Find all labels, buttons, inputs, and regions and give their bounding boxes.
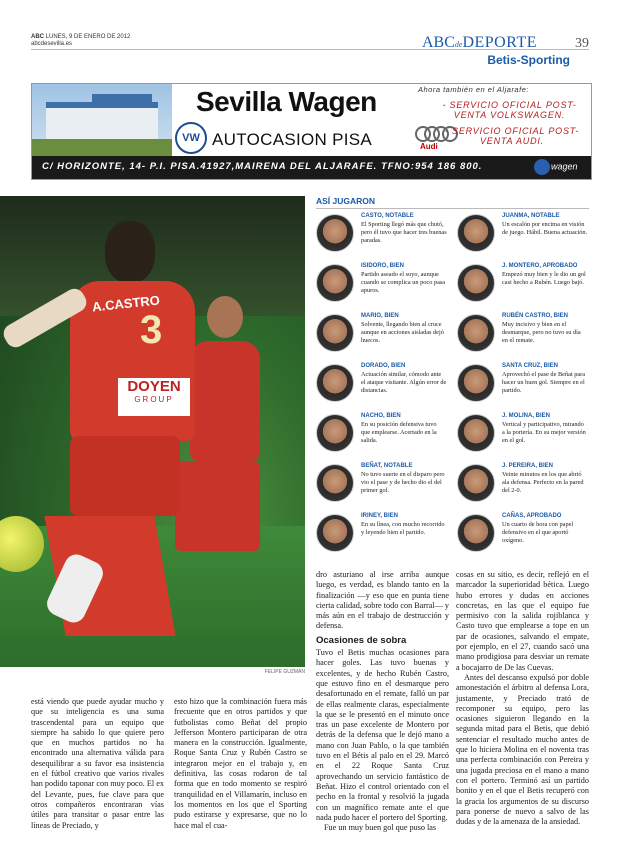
player-rating-name: ISIDORO, BIEN xyxy=(361,263,405,269)
player-rating-text: En su posición defensiva tuvo que emplearse. Acertado en la salida. xyxy=(361,421,437,444)
ratings-heading: ASÍ JUGARON xyxy=(316,196,376,206)
paper-name: ABC xyxy=(31,34,44,40)
player-portrait-icon xyxy=(316,464,354,502)
player-rating-text: Actuación similar, cómodo ante el ataque visitante. Algún error de distancias. xyxy=(361,371,447,394)
player-rating-text: Vertical y participativo, mirando a la portería. En su mejor versión en el gol. xyxy=(502,421,586,444)
player-rating-text: Aprovechó el pase de Beñat para hacer un buen gol. Siempre en el partido. xyxy=(502,371,586,394)
player-rating-name: RUBÉN CASTRO, BIEN xyxy=(502,313,569,319)
ad-subtitle: AUTOCASION PISA xyxy=(212,130,373,149)
jersey-number: 3 xyxy=(140,308,163,352)
audi-label: Audi xyxy=(420,142,438,151)
player-portrait-icon xyxy=(457,514,495,552)
wagen-logo-text: wagen xyxy=(551,161,578,172)
wagen-logo-icon xyxy=(534,159,550,175)
player-rating-text: Veinte minutos en los que abrió ala defensa. Perfecto en la pared del 2-0. xyxy=(502,471,584,494)
player-rating-name: J. MOLINA, BIEN xyxy=(502,413,551,419)
player-rating-text: Un cuarto de hora con papel defensivo en el que aportó oxígeno. xyxy=(502,521,574,544)
player-portrait-icon xyxy=(316,264,354,302)
player-rating-text: En su línea, con mucho recorrido y leyendo bien el partido. xyxy=(361,521,445,536)
jersey-sponsor xyxy=(118,378,190,416)
player-rating-name: J. PEREIRA, BIEN xyxy=(502,463,554,469)
dealership-building xyxy=(46,102,158,144)
player-rating-text: Solvente, llegando bien al cruce aunque en acciones aisladas dejó huecos. xyxy=(361,321,444,344)
article-column-2 xyxy=(174,697,307,831)
site-url: abcdesevilla.es xyxy=(31,41,73,47)
player-portrait-icon xyxy=(457,414,495,452)
player-portrait-icon xyxy=(457,464,495,502)
article-column-1 xyxy=(31,697,164,831)
sponsor-sub: GROUP xyxy=(134,395,174,404)
player-rating-text: Un escalón por encima en visión de juego. Hábil. Buena actuación. xyxy=(502,221,588,236)
background-player-head xyxy=(207,296,243,338)
player-rating-name: SANTA CRUZ, BIEN xyxy=(502,363,558,369)
article-subheading: Ocasiones de sobra xyxy=(316,634,407,646)
wagen-logo xyxy=(534,159,578,175)
article-paragraph: Fue un muy buen gol que puso las xyxy=(324,823,437,833)
section-brand xyxy=(422,34,537,52)
issue-date: LUNES, 9 DE ENERO DE 2012 xyxy=(45,34,131,40)
player-portrait-icon xyxy=(457,214,495,252)
brand-de: de xyxy=(454,40,463,49)
sponsor-name: DOYEN xyxy=(127,378,181,395)
ad-address: C/ HORIZONTE, 14- P.I. PISA.41927,MAIRENA DEL ALJARAFE. TFNO:954 186 800. xyxy=(42,161,483,172)
page-number: 39 xyxy=(575,36,589,51)
advertisement[interactable] xyxy=(31,83,592,180)
article-paragraph: está viendo que puede ayudar mucho y que su inteligencia es una suma trascendental para un equipo que siempre ha sabido lo que quiere pero que en muchos partidos no ha encontrado una alternativa válida para desequilibrar a su favor esa insistencia en el fútbol creativo que varios rivales han podido taponar con muy poco. El ex del Levante, pues, fue clave para que otros compañeros encontraran vías útiles para transitar o pasar entre las líneas de Preciado, y xyxy=(31,697,164,830)
article-paragraph: Tuvo el Betis muchas ocasiones para hacer goles. Las tuvo buenas y excelentes, y de hecho Rubén Castro, que estuvo fino en el desmarque pero desafortunado en el remate, falló un par de ellas realmente claras, especialmente la que se le presentó en el minuto once tras un pase excelente de Montero por detrás de la defensa que le dejó mano a mano con Juan Pablo, o la que también tuvo en el Bétis al palo en el 29. Marcó en el 22 Roque Santa Cruz aprovechando un servicio fantástico de Beñat. Hizo el control orientado con el pecho en la frontal y resolvió la jugada con un magnífico remate ante el que nada pudo hacer el portero del Sporting. xyxy=(316,648,449,822)
player-rating-text: El Sporting llegó más que chutó, pero él tuvo que hacer tres buenas paradas. xyxy=(361,221,447,244)
article-paragraph: esto hizo que la combinación fuera más frecuente que en otros partidos y que futbolistas como Beñat del propio Jefferson Montero participaran de otra manera en la construcción. Igualmente, Roque Santa Cruz y Rubén Castro se integraron mejor en el trabajo y, en definitiva, las cosas rodaron de tal forma que en todo momento se respiró tranquilidad en el Villamarín, incluso en los momentos en los que el Sporting pudo estirarse y expresarse, que no lo hace mal el cua- xyxy=(174,697,307,830)
article-column-4 xyxy=(456,570,589,827)
page-dateline xyxy=(31,34,130,48)
player-head xyxy=(105,221,155,283)
dealership-lawn xyxy=(32,139,172,156)
ad-title: Sevilla Wagen xyxy=(196,86,377,117)
article-paragraph: cosas en su sitio, es decir, reflejó en el marcador la superioridad bética. Luego hubo errores y dudas en acciones concretas, en las que el equipo fue permisivo con la salida rojiblanca y Casto tuvo que emplearse a tope en un par de ocasiones, salvando el empate, por ejemplo, en el 27, cuando sacó una mano prodigiosa para desviar un remate a bocajarro de De las Cuevas. xyxy=(456,570,589,672)
ad-service-vw: - SERVICIO OFICIAL POST-VENTA VOLKSWAGEN. xyxy=(442,100,577,120)
player-rating-name: CAÑAS, APROBADO xyxy=(502,513,562,519)
player-portrait-icon xyxy=(457,264,495,302)
ratings-rule xyxy=(316,208,589,209)
player-rating-name: BEÑAT, NOTABLE xyxy=(361,463,413,469)
article-paragraph: Antes del descanso expulsó por doble amonestación el árbitro al defensa Lora, justamente, y Preciado trató de recomponer su equipo, pero las ocasiones siguieron llegando en la segunda mitad para el Betis, que debió sentenciar el resultado mucho antes de que lo hiciera Molina en el noventa tras una perfecta combinación con Pereira y una jugada preciosa en el mano a mano con el portero. Terminó así un partido bonito y en el que el Betis recuperó con la gracia los argumentos de su discurso para ponerse de nuevo a salvo de las dudas y de la amenaza de la ansiedad. xyxy=(456,672,589,827)
player-rating-name: JUANMA, NOTABLE xyxy=(502,213,560,219)
player-rating-name: DORADO, BIEN xyxy=(361,363,406,369)
player-rating-text: No tuvo suerte en el disparo pero vio el pase y de hecho dio el del primer gol. xyxy=(361,471,445,494)
player-rating-text: Muy incisivo y bien en el desmarque, pero no tuvo su día en el remate. xyxy=(502,321,581,344)
player-portrait-icon xyxy=(316,364,354,402)
player-rating-name: IRINEY, BIEN xyxy=(361,513,399,519)
match-photo xyxy=(0,196,305,667)
player-rating-name: CASTO, NOTABLE xyxy=(361,213,414,219)
player-portrait-icon xyxy=(457,364,495,402)
player-rating-text: Partido aseado el suyo, aunque cuando se complica un poco pasa apuros. xyxy=(361,271,446,294)
player-shorts xyxy=(70,436,180,516)
player-rating-name: NACHO, BIEN xyxy=(361,413,401,419)
photo-caption: FELIPE GUZMÁN xyxy=(264,669,305,675)
jersey-name: A.CASTRO xyxy=(91,292,161,315)
section-title: Betis-Sporting xyxy=(487,53,570,67)
dealership-roof xyxy=(92,94,152,104)
brand-deporte: DEPORTE xyxy=(462,34,537,51)
background-player-legs xyxy=(175,461,260,551)
player-rating-text: Empezó muy bien y le dio un gol casi hecho a Rubén. Luego bajó. xyxy=(502,271,586,286)
ad-service-audi: - SERVICIO OFICIAL POST-VENTA AUDI. xyxy=(444,126,580,146)
player-rating-name: MARIO, BIEN xyxy=(361,313,399,319)
dealership-photo xyxy=(32,84,172,156)
player-portrait-icon xyxy=(457,314,495,352)
article-paragraph: dro asturiano al irse arriba aunque luego, es verdad, es blando tanto en la finalización —y eso que en punta tiene cierta calidad, sobre todo con Barral— y más aún en el trabajo de destrucción y defensa. xyxy=(316,570,449,631)
ad-tagline: Ahora también en el Aljarafe: xyxy=(418,85,529,94)
brand-abc: ABC xyxy=(421,34,455,51)
background-player xyxy=(190,341,260,461)
article-column-3 xyxy=(316,570,449,833)
player-portrait-icon xyxy=(316,314,354,352)
vw-logo-icon: VW xyxy=(175,122,207,154)
player-portrait-icon xyxy=(316,214,354,252)
player-portrait-icon xyxy=(316,414,354,452)
player-portrait-icon xyxy=(316,514,354,552)
player-rating-name: J. MONTERO, APROBADO xyxy=(502,263,578,269)
